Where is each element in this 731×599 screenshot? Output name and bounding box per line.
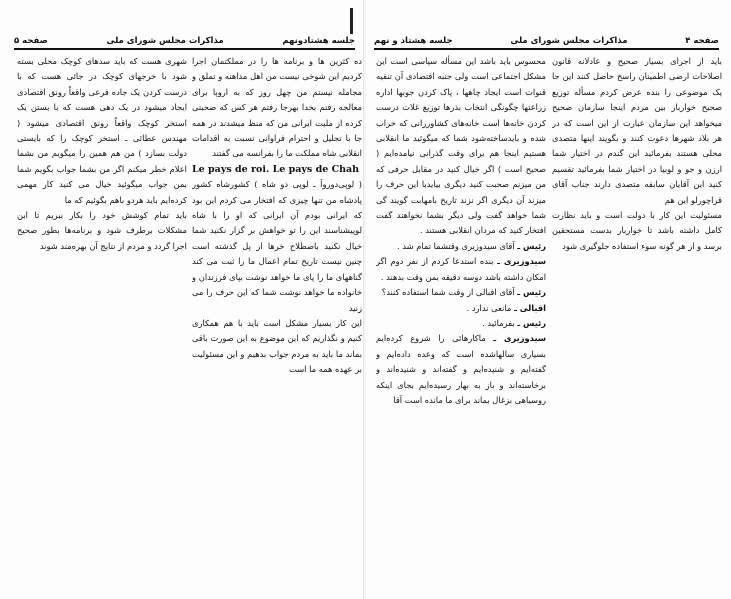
speech-text: آقای اقبالی از وقت شما استفاده کنند؟ [381,287,515,298]
speech-text: آقای سیدوزیری وقتشما تمام شد . [397,240,515,251]
speech [376,316,546,331]
speech [376,331,546,408]
session-label: جلسه هشتاد و نهم [374,36,453,46]
session-label: جلسه هشتادونهم [282,36,355,46]
speech [376,239,546,254]
speaker: اقبالی ـ [513,302,546,313]
page-header [14,30,355,50]
speaker: سیدوزیری ـ [497,256,546,267]
french-quote: Le pays de roi. Le pays de Chah [192,163,360,175]
running-title: مذاکرات مجلس شورای ملی [106,36,224,46]
speech [376,301,546,316]
page-header [374,30,719,50]
page-number: صفحه ۵ [14,36,48,46]
speech [376,254,546,285]
right-page [366,0,731,599]
paragraph: باید از اجرای بسیار صحیح و عادلانه قانون اصلاحات ارضی اطمینان راسخ حاصل کنند این جا یک موضوعی را بنده عرض کردم مسأله توزیع صحیح خواربار بین مردم اینجا سازمان صحیح میخواهد این سازمان عبارت از این است که در هر بلاد شهرها دعوت کنند و بگویند اینها متصدی محلی هستند بفرمائید این گندم در اختیار شما ارزن و جو و لوبیا در اختیار شما بفرمائید تقسیم کنید این آقایان سابقه متصدی دارند جناب آقای قراچورلو این هم [552,56,722,205]
column-left [17,54,187,589]
paragraph: شهری هست که باید سدهای کوچک محلی بسته شود با خرجهای کوچک در جائی هست که با درست کردن یک جاده فرعی واقعاً رونق اقتصادی ایجاد میشود در یک دهی هست که با بستن یک استخر کوچک واقعاً رونق اقتصادی میشود ( مهندس عطائی ـ استخر کوچک را که بایستی دولت بسازد ) من هم همین را میگویم من بشما اعلام خطر میکنم اگر من بشما جواب بگویم شما بمن جواب میگوئید خیال می کنید کار مهمی کرده‌ایم باید هردو باهم بگوئیم که ما [17,56,187,205]
speech-text: ماکارهائی را شروع کرده‌ایم بسیاری سالهاشده است که وعده داده‌ایم و گفته‌ایم و شنیده‌ایم و گفته‌اند و شنیده‌اند و برخاسته‌اند و باز به بهار رسیده‌ایم بجای اینکه روسیاهی بزغال بماند برای ما مانده است آقا [376,333,546,405]
speech-text: بفرمائید . [482,317,515,328]
paragraph: محسوس باید باشد این مسأله سیاسی است این مشکل اجتماعی است ولی جنبه اقتصادی آن تنقیه قنوات است ایجاد چاهها ، پاک کردن جوبها اداره زراعتها چگونگی انتخاب بذرها توزیع غلات درست کردن خانه‌ها است خانه‌های کشاورزانی که خراب شده و بایدساخته‌شود شما که میگوئید ما انقلابی هستیم اینجا هم برای وقت گذرانی نیامده‌ایم ( صحیح است ) اگر خیال کنید در مقابل حرفی که من میزنم صحبت کنید دیگری بیایدبا این حرف را میزند آن دیگری اگر نزند تاریخ بامهابت گویند گی شما خواهد گفت ولی دیگر بشما نخواهند گفت افتخار کنید که مردان انقلابی هستند . [376,56,546,236]
speaker: رئیس ـ [517,317,546,328]
paragraph: ( لوپی‌دوروآ ـ لوپی دو شاه ) کشورشاه کشور پادشاه من تنها چیزی که افتخار می کردم این بود که ایرانی بودم آن ایرانی که او را با شاه لوپیشناسند این را تو خواهش بر گزار نکنید شما خیال نکنید باصطلاح خرها از پل گذشته است چنین نیست تاریخ تمام اعمال ما را ثبت می کند گناههای ما را پای ما خواهد نوشت بپای فرزندان و خانواده ما خواهد نوشت شما که این حرف را می زنید [192,179,362,313]
column-right [552,54,722,589]
paragraph: این کار بسیار مشکل است باید با هم همکاری کنیم و نگذاریم که این موضوع به این صورت باقی بماند ما باید به مردم جواب بدهیم و این مسئولیت بر عهده همه ما است [192,317,362,375]
left-page [0,0,365,599]
speech-text: مانعی ندارد . [466,302,512,313]
speech [376,285,546,300]
speaker: رئیس ـ [517,287,546,298]
speech-text: بنده استدعا کردم از نفر دوم اگر امکان داشته باشد دوسه دقیقه بمن وقت بدهند . [376,256,546,282]
paragraph: ده کثرین ها و برنامه ها را در مملکتمان اجرا کردیم این شوخی نیست من اهل مداهنه و تملق و مجامله نیستم من چهل روز که به اروپا برای معالجه رفتم بخدا بهرجا رفتم هر کس که صحبتی کرده از ملیت ایرانی من که منظ میشدند در همه جا با تجلیل و احترام فراوانی نسبت به اقدامات انقلابی شاه مملکت ما را بفرانسه می گفتند [192,56,362,159]
paragraph: باید تمام کوشش خود را بکار ببریم تا این مشکلات برطرف شود و برنامه‌ها بطور صحیح اجرا گردد و مردم از نتایج آن بهره‌مند شوند [17,210,187,251]
speaker: سیدوزیری ـ [493,333,546,344]
speaker: رئیس ـ [517,240,546,251]
paragraph: مسئولیت این کار با دولت است و باید نظارت کامل داشته باشد تا خواربار بدست مستحقین برسد و از هر گونه سوء استفاده جلوگیری شود [552,210,722,251]
column-right [192,54,362,589]
running-title: مذاکرات مجلس شورای ملی [510,36,628,46]
column-left [376,54,546,589]
page-number: صفحه ۴ [685,36,719,46]
